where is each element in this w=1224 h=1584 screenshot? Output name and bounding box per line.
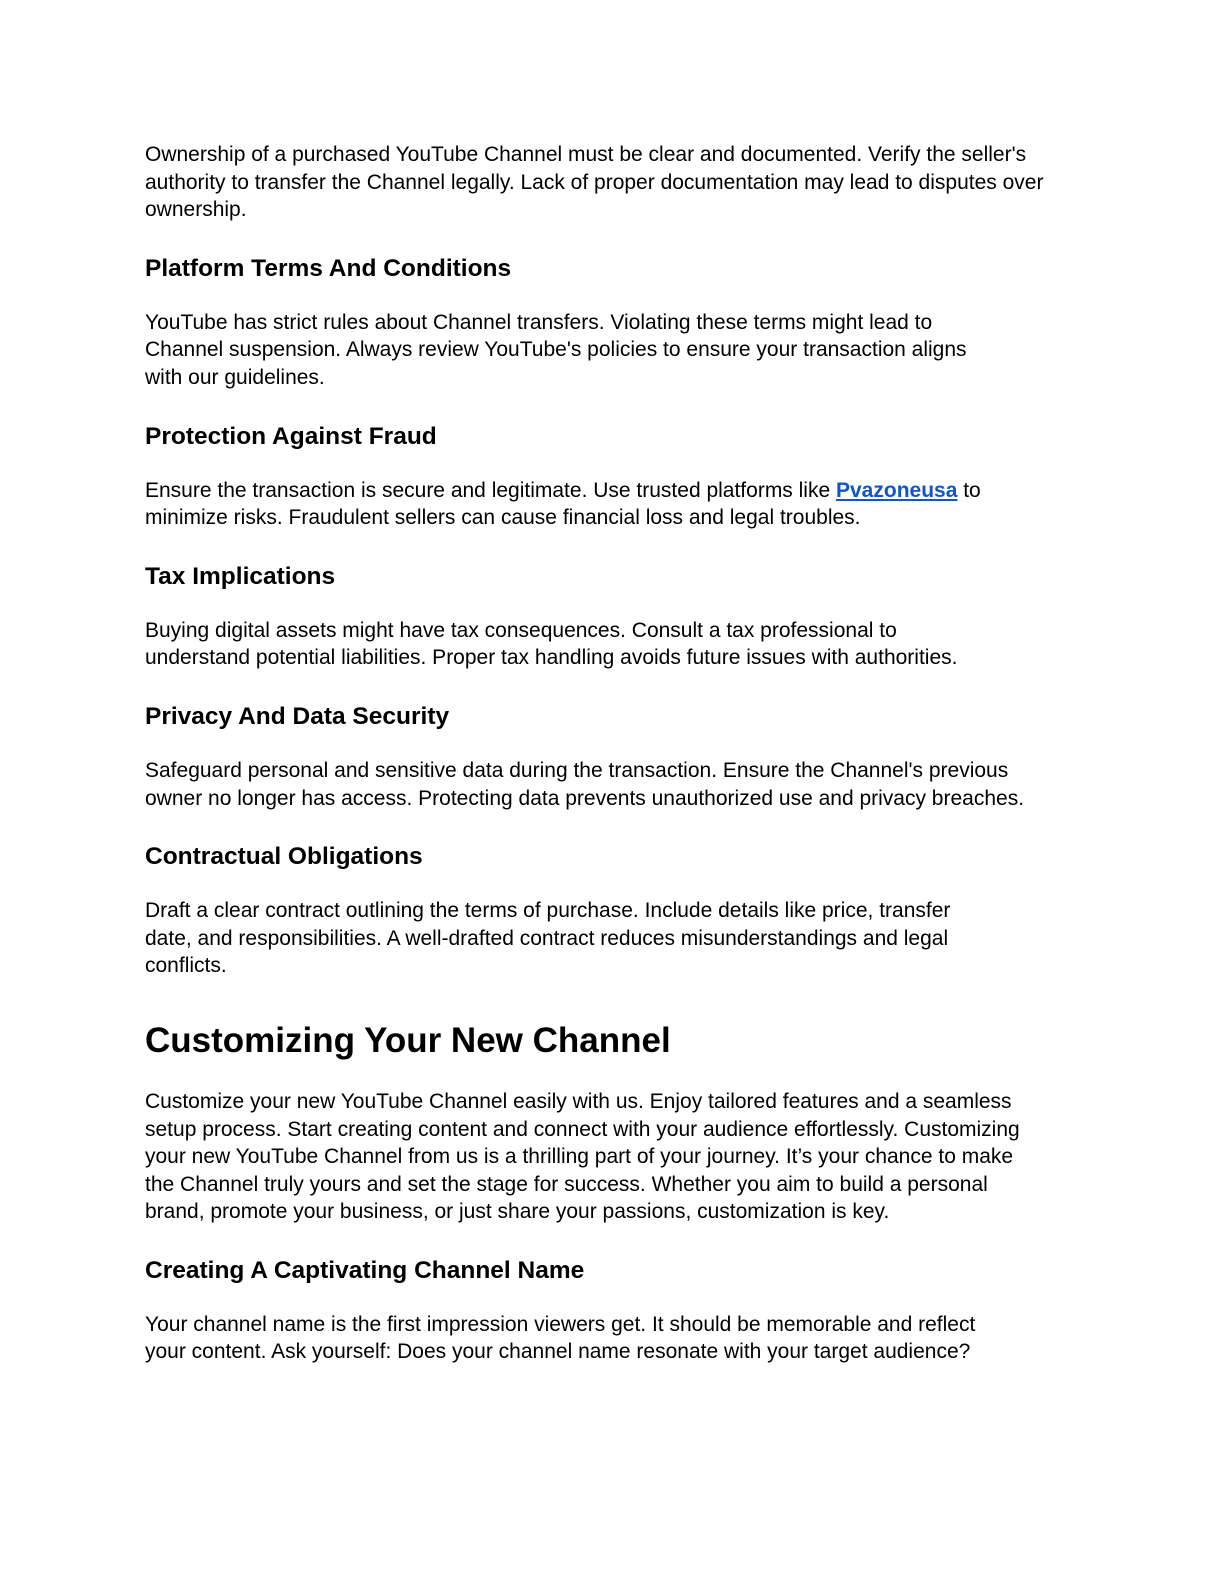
tax-paragraph: Buying digital assets might have tax consequences. Consult a tax professional to understand potential liabilities. Proper tax handling avoids future issues with authorities. (145, 618, 958, 670)
fraud-paragraph-text-before: Ensure the transaction is secure and legitimate. Use trusted platforms like (145, 478, 836, 502)
platform-terms-heading: Platform Terms And Conditions (145, 254, 512, 282)
contract-paragraph: Draft a clear contract outlining the terms of purchase. Include details like price, transfer date, and responsibilities. A well-drafted contract reduces misunderstandings and legal conflicts. (145, 899, 951, 978)
privacy-heading: Privacy And Data Security (145, 702, 450, 730)
fraud-heading: Protection Against Fraud (145, 422, 437, 450)
tax-heading: Tax Implications (145, 562, 336, 590)
platform-terms-paragraph: YouTube has strict rules about Channel transfers. Violating these terms might lead to Channel suspension. Always review YouTube's policies to ensure your transaction aligns with our guidelines. (145, 310, 967, 389)
channel-name-heading: Creating A Captivating Channel Name (145, 1256, 585, 1284)
customizing-paragraph: Customize your new YouTube Channel easily with us. Enjoy tailored features and a seamless setup process. Start creating content and connect with your audience effortlessly. Customizing your new YouTube Channel from us is a thrilling part of your journey. It’s your chance to make the Channel truly yours and set the stage for success. Whether you aim to build a personal brand, promote your business, or just share your passions, customization is key. (145, 1089, 1020, 1224)
pvazoneusa-link[interactable]: Pvazoneusa (836, 478, 958, 502)
intro-paragraph: Ownership of a purchased YouTube Channel must be clear and documented. Verify the seller's authority to transfer the Channel legally. Lack of proper documentation may lead to disputes over ownership. (145, 143, 1044, 222)
customizing-heading: Customizing Your New Channel (145, 1020, 671, 1060)
channel-name-paragraph: Your channel name is the first impression viewers get. It should be memorable and reflect your content. Ask yourself: Does your channel name resonate with your target audience? (145, 1312, 976, 1364)
privacy-paragraph: Safeguard personal and sensitive data during the transaction. Ensure the Channel's previous owner no longer has access. Protecting data prevents unauthorized use and privacy breaches. (145, 758, 1025, 810)
fraud-paragraph (145, 477, 995, 532)
contract-heading: Contractual Obligations (145, 843, 423, 871)
fraud-paragraph-text-after: to minimize risks. Fraudulent sellers can cause financial loss and legal troubles. (145, 478, 981, 530)
document-page (145, 141, 1065, 1366)
